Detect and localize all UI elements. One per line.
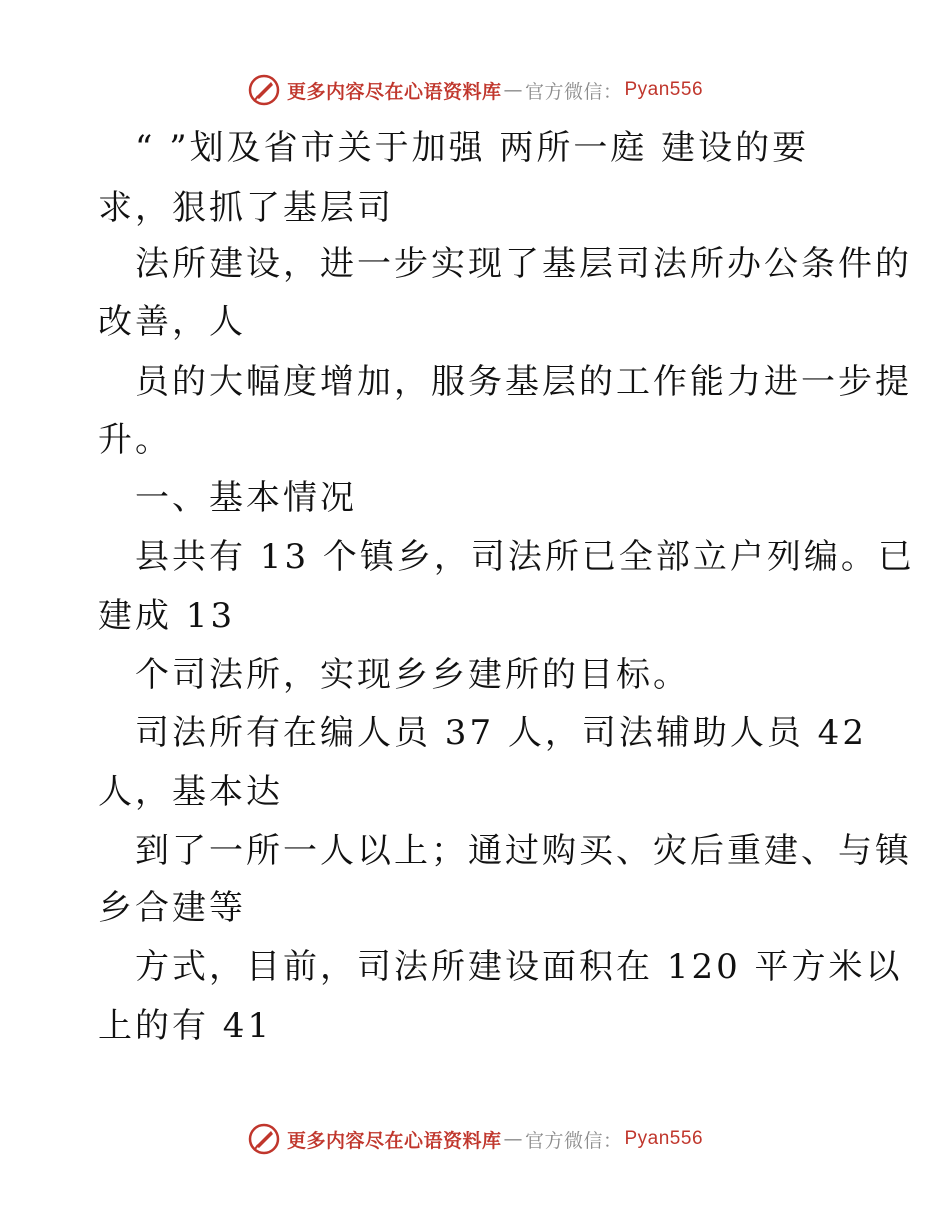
text-line: 求，狠抓了基层司 bbox=[98, 188, 394, 228]
banner-wechat-id: Pyan556 bbox=[624, 79, 704, 100]
banner-dash: — bbox=[503, 79, 523, 101]
banner-site-name: 更多内容尽在心语资料库 bbox=[286, 1129, 502, 1152]
text-line: 上的有 41 bbox=[98, 1006, 273, 1046]
banner-site-name: 更多内容尽在心语资料库 bbox=[286, 80, 502, 103]
banner-wechat-label: 官方微信： bbox=[524, 80, 623, 103]
text-line: 到了一所一人以上；通过购买、灾后重建、与镇 bbox=[135, 831, 912, 871]
text-line: 个司法所，实现乡乡建所的目标。 bbox=[135, 655, 690, 695]
banner-dash: — bbox=[503, 1128, 523, 1150]
text-line: 员的大幅度增加，服务基层的工作能力进一步提 bbox=[135, 362, 912, 402]
text-line: 建成 13 bbox=[98, 596, 236, 636]
header-watermark-banner bbox=[0, 70, 950, 110]
section-heading: 一、基本情况 bbox=[135, 478, 357, 518]
footer-watermark-banner bbox=[0, 1119, 950, 1159]
text-line: “ ”划及省市关于加强 两所一庭 建设的要 bbox=[135, 128, 810, 168]
text-line: 人，基本达 bbox=[98, 772, 283, 812]
text-line: 乡合建等 bbox=[98, 888, 246, 928]
quill-logo-icon bbox=[247, 1122, 281, 1156]
text-line: 升。 bbox=[98, 420, 172, 460]
text-line: 司法所有在编人员 37 人，司法辅助人员 42 bbox=[135, 713, 867, 753]
banner-wechat-label: 官方微信： bbox=[524, 1129, 623, 1152]
banner-wechat-id: Pyan556 bbox=[624, 1128, 704, 1149]
text-line: 方式，目前，司法所建设面积在 120 平方米以 bbox=[135, 947, 903, 987]
quill-logo-icon bbox=[247, 73, 281, 107]
text-line: 改善，人 bbox=[98, 302, 246, 342]
text-line: 县共有 13 个镇乡，司法所已全部立户列编。已 bbox=[135, 537, 915, 577]
text-line: 法所建设，进一步实现了基层司法所办公条件的 bbox=[135, 244, 912, 284]
